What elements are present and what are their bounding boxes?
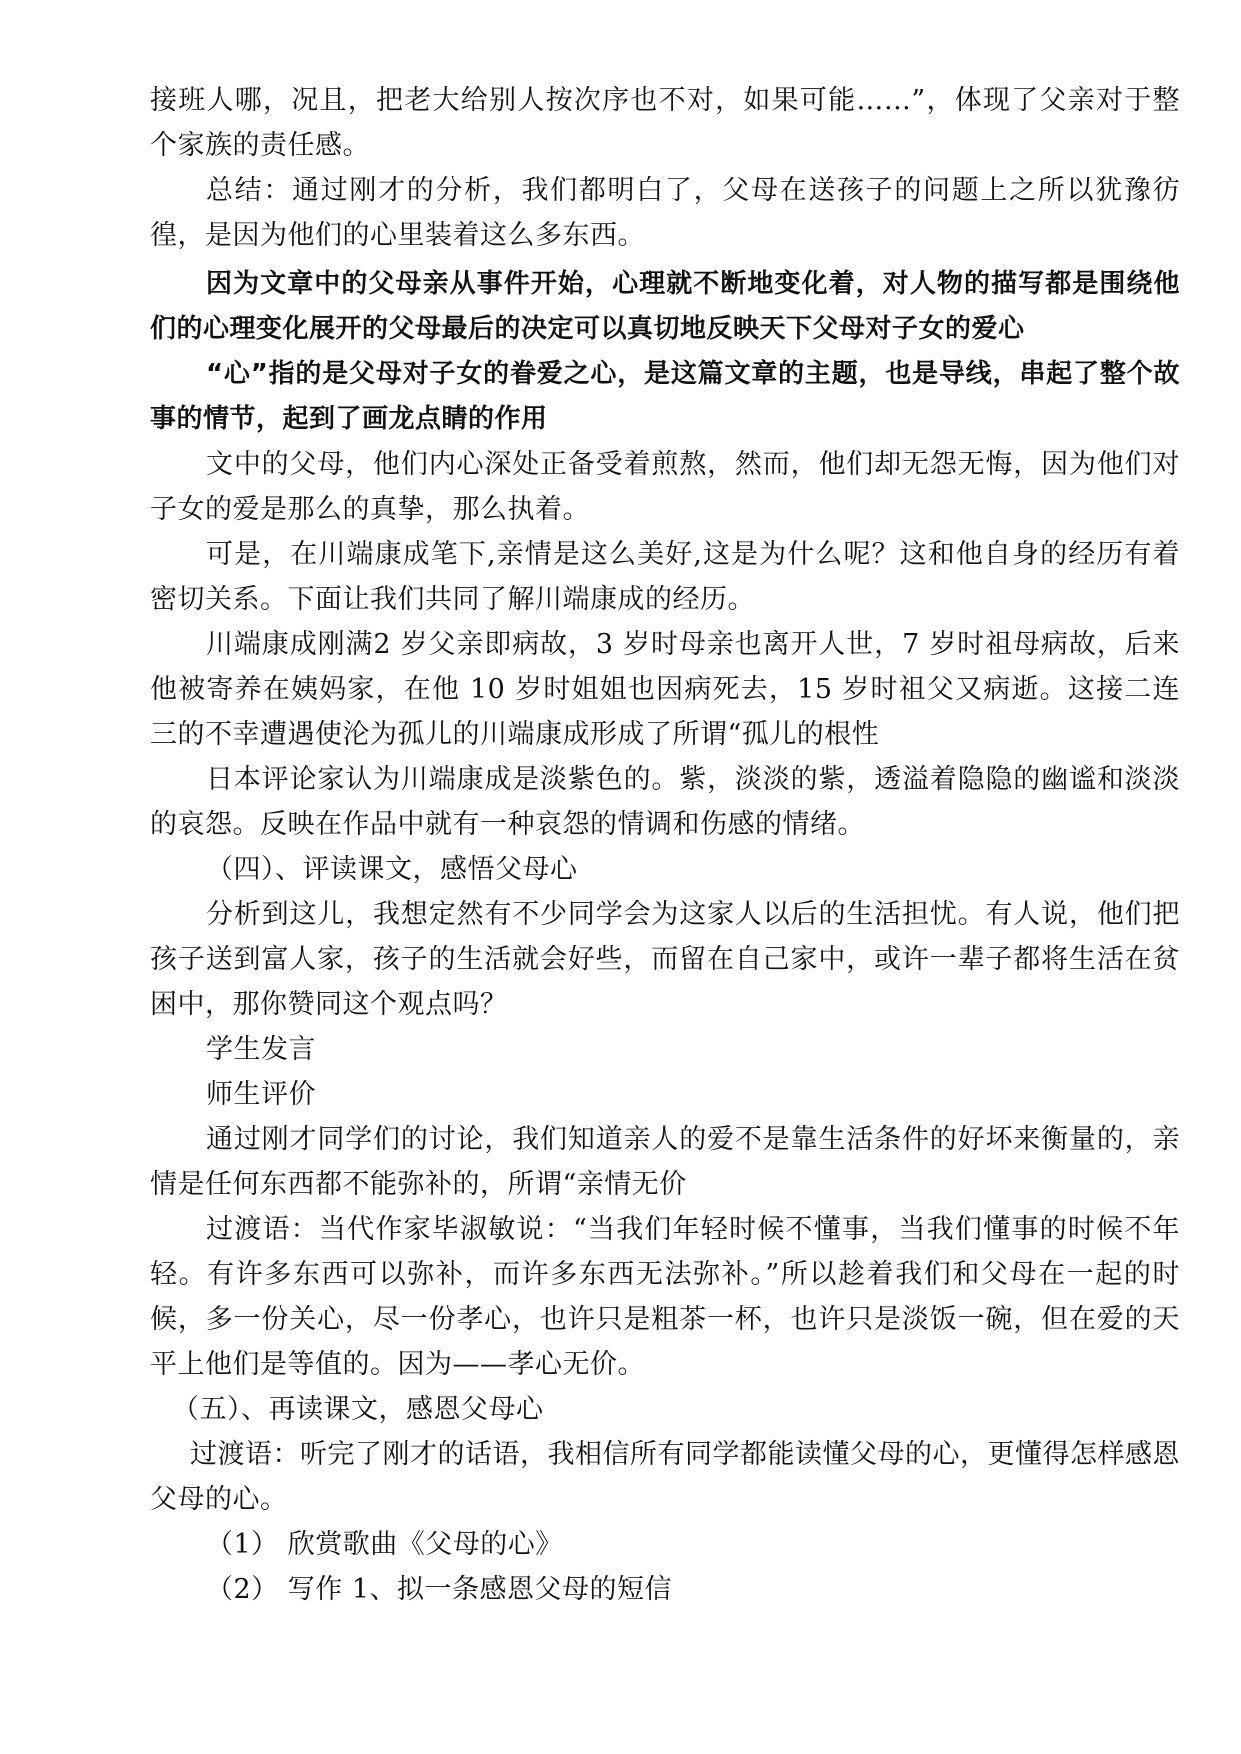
paragraph-evaluation: 师生评价 <box>206 1079 316 1110</box>
list-item-writing: （2） 写作 1、拟一条感恩父母的短信 <box>206 1574 673 1605</box>
paragraph-transition-gratitude: 过渡语：听完了刚才的话语，我相信所有同学都能读懂父母的心，更懂得怎样感恩父母的心。 <box>150 1439 1180 1515</box>
paragraph-critic-view: 日本评论家认为川端康成是淡紫色的。紫，淡淡的紫，透溢着隐隐的幽谧和淡淡的哀怨。反映在作品中就有一种哀怨的情调和伤感的情绪。 <box>150 764 1180 840</box>
section-heading-five: （五）、再读课文，感恩父母心 <box>172 1394 544 1425</box>
paragraph-continuation: 接班人哪，况且，把老大给别人按次序也不对，如果可能……”，体现了父亲对于整个家族的责任感。 <box>150 85 1180 161</box>
paragraph-author-biography: 川端康成刚满2 岁父亲即病故，3 岁时母亲也离开人世，7 岁时祖母病故，后来他被寄养在姨妈家，在他 10 岁时姐姐也因病死去，15 岁时祖父又病逝。这接二连三的不幸遭遇使沦为孤儿的川端康成形成了所谓“孤儿的根性 <box>150 629 1180 750</box>
paragraph-student-speech: 学生发言 <box>206 1034 316 1065</box>
list-item-song: （1） 欣赏歌曲《父母的心》 <box>206 1529 563 1560</box>
paragraph-conclusion: 通过刚才同学们的讨论，我们知道亲人的爱不是靠生活条件的好坏来衡量的，亲情是任何东西都不能弥补的，所谓“亲情无价 <box>150 1124 1180 1200</box>
paragraph-emphasis-psychology: 因为文章中的父母亲从事件开始，心理就不断地变化着，对人物的描写都是围绕他们的心理变化展开的父母最后的决定可以真切地反映天下父母对子女的爱心 <box>150 269 1180 344</box>
document-page <box>150 78 1180 1612</box>
paragraph-transition-quote: 过渡语：当代作家毕淑敏说：“当我们年轻时候不懂事，当我们懂事的时候不年轻。有许多东西可以弥补，而许多东西无法弥补。”所以趁着我们和父母在一起的时候，多一份关心，尽一份孝心，也许只是粗茶一杯，也许只是淡饭一碗，但在爱的天平上他们是等值的。因为——孝心无价。 <box>150 1214 1180 1380</box>
paragraph-parents: 文中的父母，他们内心深处正备受着煎熬，然而，他们却无怨无悔，因为他们对子女的爱是那么的真挚，那么执着。 <box>150 449 1180 525</box>
paragraph-summary: 总结：通过刚才的分析，我们都明白了，父母在送孩子的问题上之所以犹豫彷徨，是因为他们的心里装着这么多东西。 <box>150 175 1180 251</box>
section-heading-four: （四）、评读课文，感悟父母心 <box>206 854 578 885</box>
paragraph-discussion-prompt: 分析到这儿，我想定然有不少同学会为这家人以后的生活担忧。有人说，他们把孩子送到富人家，孩子的生活就会好些，而留在自己家中，或许一辈子都将生活在贫困中，那你赞同这个观点吗？ <box>150 899 1180 1020</box>
paragraph-author-question: 可是，在川端康成笔下,亲情是这么美好,这是为什么呢？这和他自身的经历有着密切关系。下面让我们共同了解川端康成的经历。 <box>150 539 1180 615</box>
paragraph-emphasis-theme: “心”指的是父母对子女的眷爱之心，是这篇文章的主题，也是导线，串起了整个故事的情节，起到了画龙点睛的作用 <box>150 359 1180 434</box>
